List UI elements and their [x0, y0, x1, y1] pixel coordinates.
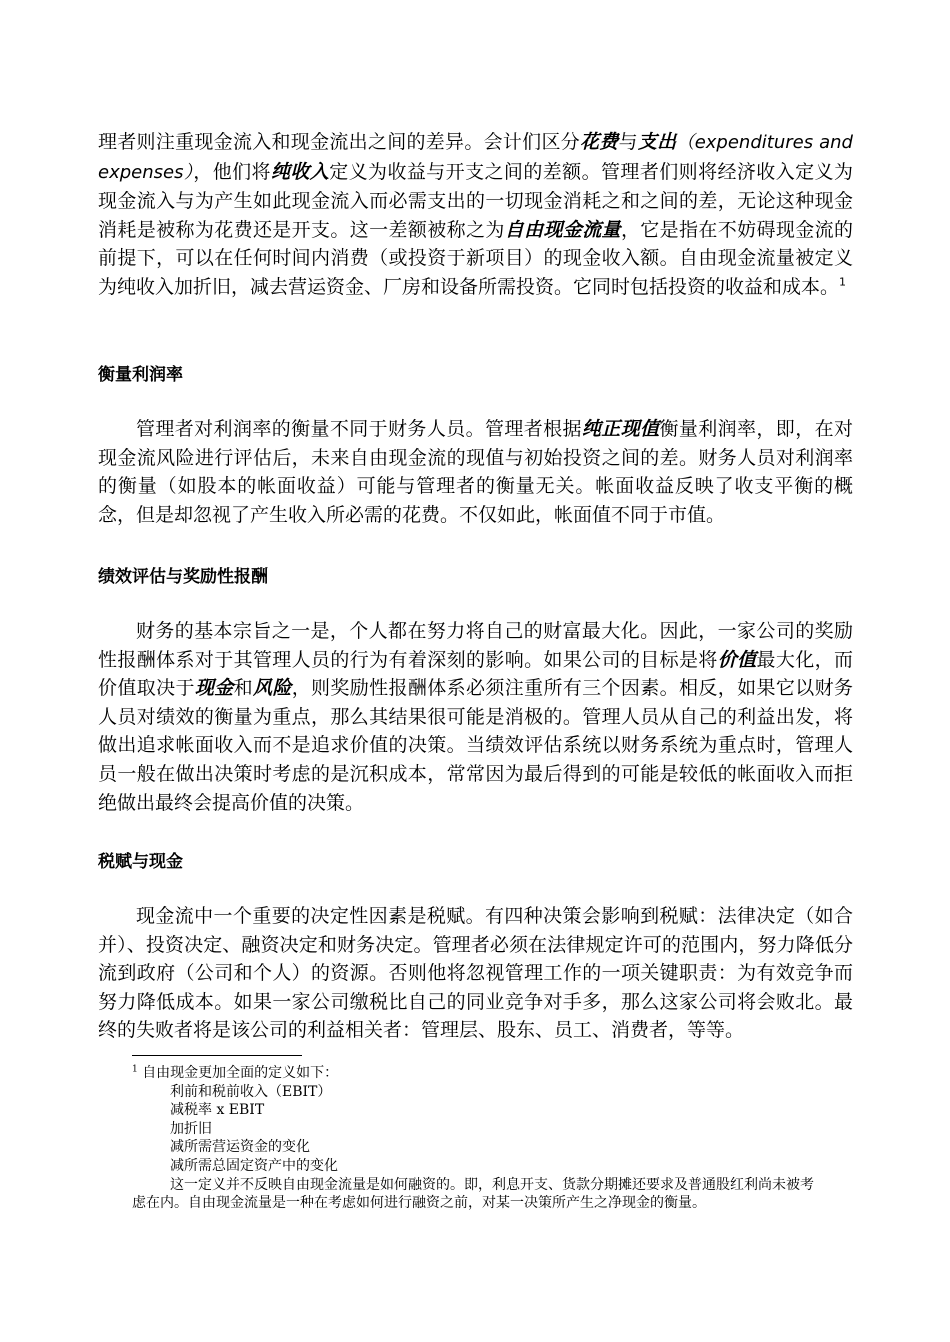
footnote-separator [132, 1055, 302, 1056]
paragraph-performance [98, 617, 853, 817]
footnote-reference: 1 [839, 275, 847, 289]
footnote-line: 减所需营运资金的变化 [170, 1139, 310, 1156]
english-term: （expenditures and expenses） [98, 132, 853, 183]
footnote-intro [132, 1064, 822, 1083]
text-run: 衡量利润率，即，在对现金流风险进行评估后，未来自由现金流的现值与初始投资之间的差。财务人员对利润率的衡量（如股本的帐面收益）可能与管理者的衡量无关。帐面收益反映了收支平衡的概念，但是却忽视了产生收入所必需的花费。不仅如此，帐面值不同于市值。 [98, 418, 853, 526]
text-run: 管理者对利润率的衡量不同于财务人员。管理者根据 [136, 418, 582, 440]
footnote-line: 利前和税前收入（EBIT） [170, 1083, 332, 1100]
emphasis-term: 支出 [637, 131, 677, 153]
footnote-closing: 这一定义并不反映自由现金流量是如何融资的。即，利息开支、货款分期摊还要求及普通股红利尚未被考虑在内。自由现金流量是一种在考虑如何进行融资之前，对某一决策所产生之净现金的衡量。 [132, 1176, 814, 1212]
paragraph-profitability [98, 415, 853, 529]
emphasis-term: 现金 [194, 677, 234, 700]
footnote-line: 减税率 x EBIT [170, 1102, 265, 1119]
footnote-intro-text: 自由现金更加全面的定义如下： [142, 1065, 339, 1081]
text-run: 和 [233, 677, 253, 700]
section-heading-tax: 税赋与现金 [98, 852, 183, 872]
text-run: 理者则注重现金流入和现金流出之间的差异。会计们区分 [98, 131, 581, 153]
text-run: 最大化，而价值取决于 [98, 648, 853, 700]
section-heading-performance: 绩效评估与奖励性报酬 [98, 567, 268, 587]
emphasis-term: 自由现金流量 [504, 218, 621, 241]
text-run: 现金流中一个重要的决定性因素是税赋。有四种决策会影响到税赋：法律决定（如合并）、投资决定、融资决定和财务决定。管理者必须在法律规定许可的范围内，努力降低分流到政府（公司和个人）的资源。否则他将忽视管理工作的一项关键职责：为有效竞争而努力降低成本。如果一家公司缴税比自己的同业竞争对手多，那么这家公司将会败北。最终的失败者将是该公司的利益相关者：管理层、股东、员工、消费者，等等。 [98, 905, 853, 1042]
emphasis-term: 纯收入 [270, 160, 330, 183]
footnote-mark: 1 [132, 1064, 138, 1075]
section-heading-profitability: 衡量利润率 [98, 365, 183, 385]
footnote-line: 加折旧 [170, 1120, 212, 1137]
text-run: ，则奖励性报酬体系必须注重所有三个因素。相反，如果它以财务人员对绩效的衡量为重点，那么其结果很可能是消极的。管理人员从自己的利益出发，将做出追求帐面收入而不是追求价值的决策。当绩效评估系统以财务系统为重点时，管理人员一般在做出决策时考虑的是沉积成本，常常因为最后得到的可能是较低的帐面收入而拒绝做出最终会提高价值的决策。 [98, 677, 853, 814]
text-run: 定义为收益与开支之间的差额。管理者们则将经济收入定义为现金流入与为产生如此现金流入而必需支出的一切现金消耗之和之间的差，无论这种现金消耗是被称为花费还是开支。这一差额被称之为 [98, 160, 853, 241]
emphasis-term: 花费 [580, 131, 619, 153]
paragraph-cash-flow-definitions [98, 128, 853, 302]
text-run: ，他们将 [193, 160, 271, 183]
paragraph-tax [98, 902, 853, 1045]
footnote-line: 减所需总固定资产中的变化 [170, 1157, 338, 1174]
emphasis-term: 纯正现值 [581, 418, 660, 440]
text-run: ，它是指在不妨碍现金流的前提下，可以在任何时间内消费（或投资于新项目）的现金收入额。自由现金流量被定义为纯收入加折旧，减去营运资金、厂房和设备所需投资。它同时包括投资的收益和成本。 [98, 218, 853, 298]
footnote [132, 1064, 822, 1213]
text-run: 财务的基本宗旨之一是，个人都在努力将自己的财富最大化。因此，一家公司的奖励性报酬体系对于其管理人员的行为有着深刻的影响。如果公司的目标是将 [98, 620, 853, 671]
emphasis-term: 风险 [252, 677, 292, 700]
text-run: 与 [618, 131, 638, 153]
emphasis-term: 价值 [717, 648, 757, 671]
